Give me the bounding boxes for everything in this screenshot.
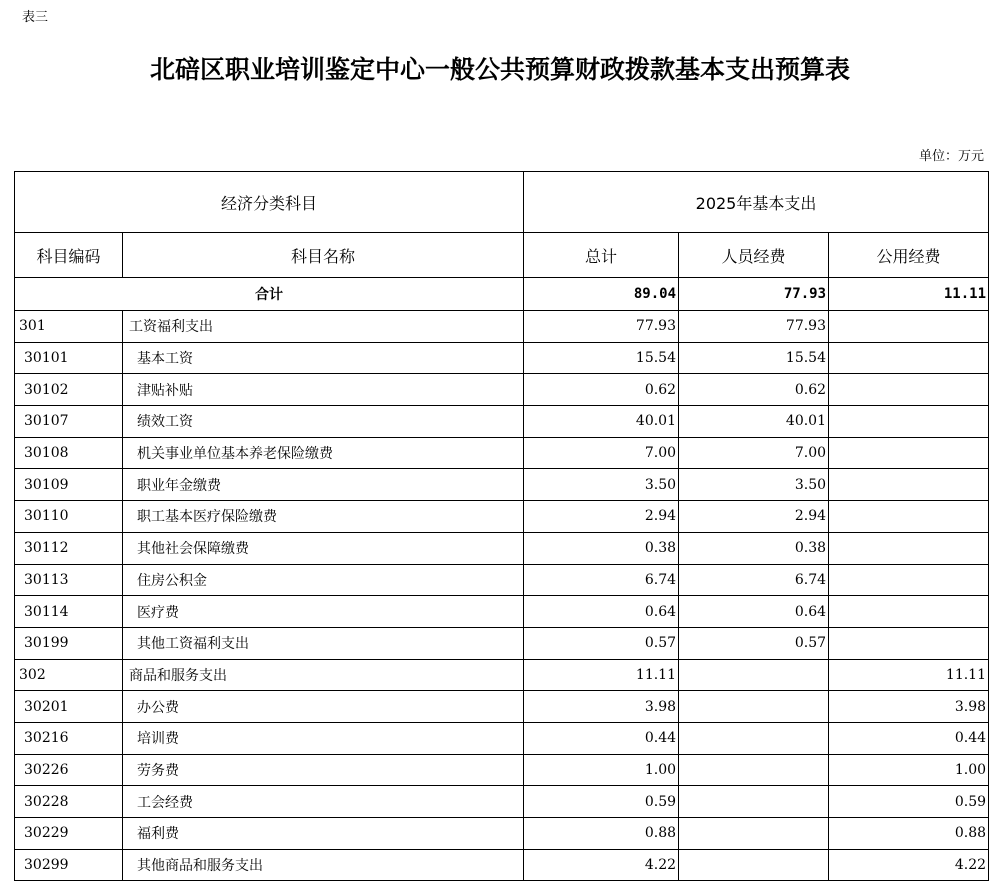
public-cell: 1.00	[829, 754, 989, 786]
code-cell: 30108	[15, 437, 123, 469]
total-cell: 0.64	[524, 596, 679, 628]
public-cell	[829, 311, 989, 343]
public-cell	[829, 501, 989, 533]
total-cell: 11.11	[524, 659, 679, 691]
public-cell	[829, 627, 989, 659]
total-cell: 0.62	[524, 374, 679, 406]
code-cell: 30101	[15, 342, 123, 374]
personnel-cell: 0.38	[679, 532, 829, 564]
code-cell: 30226	[15, 754, 123, 786]
table-row	[15, 596, 989, 628]
table-row	[15, 469, 989, 501]
header-code: 科目编码	[15, 233, 123, 278]
header-name: 科目名称	[123, 233, 524, 278]
code-cell: 301	[15, 311, 123, 343]
total-cell: 2.94	[524, 501, 679, 533]
total-cell: 3.50	[524, 469, 679, 501]
public-cell	[829, 564, 989, 596]
name-cell: 机关事业单位基本养老保险缴费	[123, 437, 524, 469]
code-cell: 30109	[15, 469, 123, 501]
total-label: 合计	[15, 278, 524, 311]
public-cell: 3.98	[829, 691, 989, 723]
personnel-cell	[679, 691, 829, 723]
public-cell: 0.88	[829, 818, 989, 850]
total-cell: 1.00	[524, 754, 679, 786]
code-cell: 30113	[15, 564, 123, 596]
name-cell: 职工基本医疗保险缴费	[123, 501, 524, 533]
table-row	[15, 532, 989, 564]
table-row	[15, 786, 989, 818]
personnel-cell: 2.94	[679, 501, 829, 533]
code-cell: 30201	[15, 691, 123, 723]
table-row	[15, 818, 989, 850]
total-cell: 0.57	[524, 627, 679, 659]
name-cell: 其他社会保障缴费	[123, 532, 524, 564]
total-cell: 40.01	[524, 406, 679, 438]
personnel-cell	[679, 786, 829, 818]
table-row	[15, 374, 989, 406]
public-cell	[829, 374, 989, 406]
name-cell: 医疗费	[123, 596, 524, 628]
table-row	[15, 659, 989, 691]
total-cell: 6.74	[524, 564, 679, 596]
header-basic-expense: 2025年基本支出	[524, 172, 989, 233]
code-cell: 30102	[15, 374, 123, 406]
name-cell: 基本工资	[123, 342, 524, 374]
name-cell: 绩效工资	[123, 406, 524, 438]
code-cell: 30199	[15, 627, 123, 659]
header-econ-class: 经济分类科目	[15, 172, 524, 233]
personnel-cell	[679, 722, 829, 754]
name-cell: 工资福利支出	[123, 311, 524, 343]
code-cell: 30110	[15, 501, 123, 533]
total-cell: 0.88	[524, 818, 679, 850]
personnel-cell	[679, 849, 829, 881]
page-title: 北碚区职业培训鉴定中心一般公共预算财政拨款基本支出预算表	[149, 55, 850, 84]
budget-table	[14, 171, 989, 881]
name-cell: 职业年金缴费	[123, 469, 524, 501]
total-cell: 4.22	[524, 849, 679, 881]
table-row	[15, 564, 989, 596]
header-personnel: 人员经费	[679, 233, 829, 278]
public-cell	[829, 469, 989, 501]
personnel-cell: 0.62	[679, 374, 829, 406]
code-cell: 302	[15, 659, 123, 691]
total-cell: 0.44	[524, 722, 679, 754]
unit-label: 单位：万元	[918, 149, 984, 164]
total-personnel: 77.93	[679, 278, 829, 311]
total-row	[15, 278, 989, 311]
table-row	[15, 501, 989, 533]
total-cell: 0.38	[524, 532, 679, 564]
name-cell: 商品和服务支出	[123, 659, 524, 691]
personnel-cell: 0.64	[679, 596, 829, 628]
table-label: 表三	[22, 10, 49, 25]
total-cell: 0.59	[524, 786, 679, 818]
total-cell: 7.00	[524, 437, 679, 469]
name-cell: 劳务费	[123, 754, 524, 786]
code-cell: 30229	[15, 818, 123, 850]
code-cell: 30107	[15, 406, 123, 438]
public-cell	[829, 596, 989, 628]
code-cell: 30228	[15, 786, 123, 818]
personnel-cell: 40.01	[679, 406, 829, 438]
name-cell: 培训费	[123, 722, 524, 754]
public-cell	[829, 342, 989, 374]
code-cell: 30112	[15, 532, 123, 564]
public-cell: 11.11	[829, 659, 989, 691]
code-cell: 30299	[15, 849, 123, 881]
total-cell: 15.54	[524, 342, 679, 374]
total-public: 11.11	[829, 278, 989, 311]
personnel-cell	[679, 754, 829, 786]
name-cell: 津贴补贴	[123, 374, 524, 406]
total-cell: 3.98	[524, 691, 679, 723]
code-cell: 30216	[15, 722, 123, 754]
table-row	[15, 406, 989, 438]
table-row	[15, 754, 989, 786]
table-row	[15, 437, 989, 469]
name-cell: 福利费	[123, 818, 524, 850]
header-public: 公用经费	[829, 233, 989, 278]
code-cell: 30114	[15, 596, 123, 628]
table-row	[15, 691, 989, 723]
public-cell	[829, 406, 989, 438]
personnel-cell: 0.57	[679, 627, 829, 659]
personnel-cell: 7.00	[679, 437, 829, 469]
table-row	[15, 342, 989, 374]
table-row	[15, 722, 989, 754]
personnel-cell: 15.54	[679, 342, 829, 374]
personnel-cell: 3.50	[679, 469, 829, 501]
table-row	[15, 311, 989, 343]
public-cell: 4.22	[829, 849, 989, 881]
name-cell: 其他工资福利支出	[123, 627, 524, 659]
public-cell	[829, 437, 989, 469]
total-sum: 89.04	[524, 278, 679, 311]
name-cell: 其他商品和服务支出	[123, 849, 524, 881]
personnel-cell	[679, 818, 829, 850]
personnel-cell	[679, 659, 829, 691]
header-total: 总计	[524, 233, 679, 278]
table-row	[15, 849, 989, 881]
personnel-cell: 6.74	[679, 564, 829, 596]
name-cell: 住房公积金	[123, 564, 524, 596]
public-cell: 0.44	[829, 722, 989, 754]
public-cell: 0.59	[829, 786, 989, 818]
total-cell: 77.93	[524, 311, 679, 343]
name-cell: 工会经费	[123, 786, 524, 818]
table-row	[15, 627, 989, 659]
name-cell: 办公费	[123, 691, 524, 723]
public-cell	[829, 532, 989, 564]
personnel-cell: 77.93	[679, 311, 829, 343]
